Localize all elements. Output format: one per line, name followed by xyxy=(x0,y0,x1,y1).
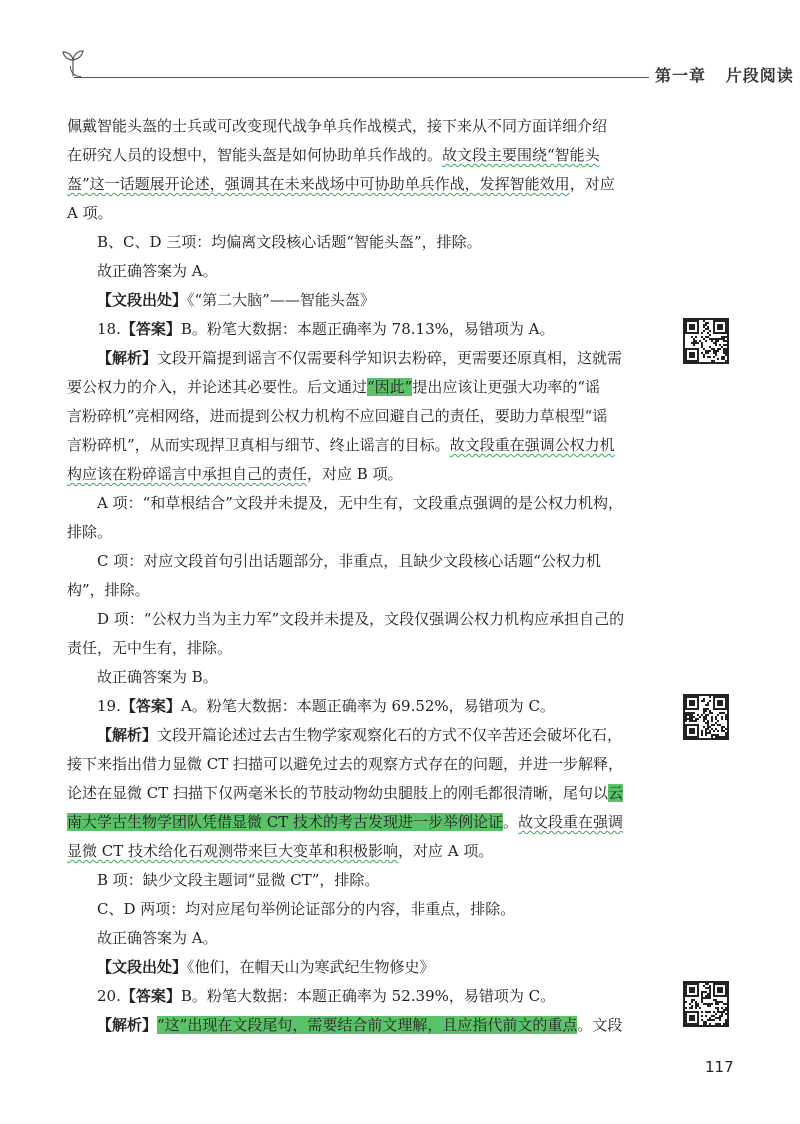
underlined-text: 盔”这一话题展开论述，强调其在未来战场中可协助单兵作战，发挥智能效用 xyxy=(67,175,570,193)
chapter-title xyxy=(655,63,794,86)
text-line: D 项：“公权力当为主力军”文段并未提及，文段仅强调公权力机构应承担自己的 xyxy=(97,610,625,628)
qr-code-icon[interactable] xyxy=(683,318,729,364)
text-line: 接下来指出借力显微 CT 扫描可以避免过去的观察方式存在的问题，并进一步解释， xyxy=(67,755,624,773)
analysis-tag: 【解析】 xyxy=(97,349,158,367)
answer-tag: 【答案】 xyxy=(120,320,181,338)
text-line: 论述在显微 CT 扫描下仅两毫米长的节肢动物幼虫腿肢上的刚毛都很清晰，尾句以云 xyxy=(67,784,624,802)
text-line: C、D 两项：均对应尾句举例论证部分的内容，非重点，排除。 xyxy=(97,900,516,918)
analysis-line: 【解析】文段开篇论述过去古生物学家观察化石的方式不仅辛苦还会破坏化石， xyxy=(97,726,623,744)
header-rule xyxy=(74,77,649,78)
underlined-text: 构应该在粉碎谣言中承担自己的责任 xyxy=(67,465,308,483)
chapter-number: 第一章 xyxy=(655,66,707,85)
underlined-text: 故文段重在强调 xyxy=(518,813,624,831)
analysis-tag: 【解析】 xyxy=(97,726,158,744)
highlighted-text: 云 xyxy=(608,784,624,802)
page-body xyxy=(67,112,657,1040)
text-line: 构应该在粉碎谣言中承担自己的责任，对应 B 项。 xyxy=(67,465,403,483)
text-line: 排除。 xyxy=(67,523,113,541)
text-line: 责任，无中生有，排除。 xyxy=(67,639,233,657)
text-line: 故正确答案为 B。 xyxy=(97,668,218,686)
page-header xyxy=(60,46,794,86)
highlighted-text: “这”出现在文段尾句，需要结合前文理解，且应指代前文的重点 xyxy=(157,1016,578,1034)
text-line: B 项：缺少文段主题词“显微 CT”，排除。 xyxy=(97,871,380,889)
text-line: 在研究人员的设想中，智能头盔是如何协助单兵作战的。故文段主要围绕“智能头 xyxy=(67,146,600,164)
text-line: 言粉碎机”亮相网络，进而提到公权力机构不应回避自己的责任，要助力草根型“谣 xyxy=(67,407,608,425)
text-line: C 项：对应文段首句引出话题部分，非重点，且缺少文段核心话题“公权力机 xyxy=(97,552,601,570)
answer-line: 20.【答案】B。粉笔大数据：本题正确率为 52.39%，易错项为 C。 xyxy=(97,987,556,1005)
answer-line: 18.【答案】B。粉笔大数据：本题正确率为 78.13%，易错项为 A。 xyxy=(97,320,555,338)
underlined-text: 故文段重在强调公权力机 xyxy=(449,436,615,454)
qr-code-icon[interactable] xyxy=(683,981,729,1027)
analysis-tag: 【解析】 xyxy=(97,1016,158,1034)
underlined-text: 显微 CT 技术给化石观测带来巨大变革和积极影响 xyxy=(67,842,399,860)
underlined-text: 故文段主要围绕“智能头 xyxy=(442,146,600,164)
highlighted-text: 南大学古生物学团队凭借显微 CT 技术的考古发现进一步举例论证 xyxy=(67,813,504,831)
text-line: 言粉碎机”，从而实现捍卫真相与细节、终止谣言的目标。故文段重在强调公权力机 xyxy=(67,436,615,454)
text-line: 构”，排除。 xyxy=(67,581,150,599)
section-title: 片段阅读 xyxy=(725,66,794,85)
answer-tag: 【答案】 xyxy=(120,697,181,715)
text-line: 显微 CT 技术给化石观测带来巨大变革和积极影响，对应 A 项。 xyxy=(67,842,494,860)
highlighted-text: “因此” xyxy=(367,378,413,396)
text-line: 佩戴智能头盔的士兵或可改变现代战争单兵作战模式，接下来从不同方面详细介绍 xyxy=(67,117,608,135)
source-line: 【文段出处】《他们，在帽天山为寒武纪生物修史》 xyxy=(97,958,435,976)
text-line: 南大学古生物学团队凭借显微 CT 技术的考古发现进一步举例论证。故文段重在强调 xyxy=(67,813,624,831)
text-line: 要公权力的介入，并论述其必要性。后文通过“因此”提出应该让更强大功率的“谣 xyxy=(67,378,601,396)
text-line: 盔”这一话题展开论述，强调其在未来战场中可协助单兵作战，发挥智能效用，对应 xyxy=(67,175,615,193)
qr-code-icon[interactable] xyxy=(683,694,729,740)
answer-tag: 【答案】 xyxy=(120,987,181,1005)
analysis-line: 【解析】“这”出现在文段尾句，需要结合前文理解，且应指代前文的重点。文段 xyxy=(97,1016,623,1034)
source-line: 【文段出处】《“第二大脑”——智能头盔》 xyxy=(97,291,375,309)
page-number: 117 xyxy=(705,1058,734,1076)
analysis-line: 【解析】文段开篇提到谣言不仅需要科学知识去粉碎，更需要还原真相，这就需 xyxy=(97,349,623,367)
text-line: A 项。 xyxy=(67,204,113,222)
text-line: B、C、D 三项：均偏离文段核心话题“智能头盔”，排除。 xyxy=(97,233,482,251)
source-tag: 【文段出处】 xyxy=(97,958,188,976)
text-line: 故正确答案为 A。 xyxy=(97,929,218,947)
source-tag: 【文段出处】 xyxy=(97,291,188,309)
text-line: 故正确答案为 A。 xyxy=(97,262,218,280)
answer-line: 19.【答案】A。粉笔大数据：本题正确率为 69.52%，易错项为 C。 xyxy=(97,697,555,715)
text-line: A 项：“和草根结合”文段并未提及，无中生有，文段重点强调的是公权力机构， xyxy=(97,494,623,512)
